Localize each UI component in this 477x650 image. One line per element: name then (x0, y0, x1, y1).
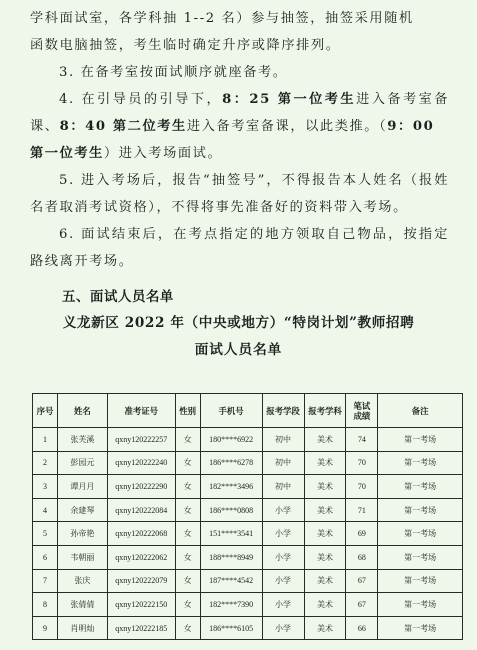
column-header: 性别 (175, 394, 200, 428)
paragraph-step-5: 5. 进入考场后，报告“抽签号”，不得报告本人姓名（报姓名者取消考试资格），不得将事先准备好的资料带入考场。 (30, 173, 449, 215)
table-cell: 187****4542 (200, 569, 262, 593)
table-cell: 孙帝艳 (57, 522, 107, 546)
table-cell: 小学 (262, 569, 304, 593)
table-cell: qxny120222084 (107, 498, 175, 522)
table-cell: 女 (175, 522, 200, 546)
table-cell: 女 (175, 569, 200, 593)
table-cell: 9 (33, 616, 58, 640)
table-cell: 女 (175, 545, 200, 569)
table-row (33, 569, 463, 593)
column-header: 准考证号 (107, 394, 175, 428)
step4-mid-2: 进入备考室备课，以此类推。（ (186, 119, 388, 134)
table-cell: qxny120222240 (107, 451, 175, 475)
table-cell: 美术 (304, 522, 346, 546)
table-cell: 第一考场 (378, 545, 463, 569)
table-cell: 张庆 (57, 569, 107, 593)
step4-bold-4: 第一位考生 (30, 146, 104, 161)
table-cell: 7 (33, 569, 58, 593)
table-cell: 66 (346, 616, 378, 640)
table-cell: 186****0808 (200, 498, 262, 522)
table-cell: 小学 (262, 593, 304, 617)
step4-prefix: 4. 在引导员的引导下， (59, 92, 223, 107)
table-row (33, 451, 463, 475)
table-cell: 韦朝丽 (57, 545, 107, 569)
table-cell: 70 (346, 475, 378, 499)
table-cell: 6 (33, 545, 58, 569)
paragraph-step-3: 3. 在备考室按面试顺序就座备考。 (59, 65, 288, 80)
table-cell: 186****6105 (200, 616, 262, 640)
table-cell: 张芙溪 (57, 428, 107, 452)
table-cell: qxny120222185 (107, 616, 175, 640)
table-row (33, 616, 463, 640)
step4-bold-2: 8：40 第二位考生 (59, 119, 187, 134)
table-cell: qxny120222290 (107, 475, 175, 499)
table-cell: 初中 (262, 475, 304, 499)
table-cell: 女 (175, 616, 200, 640)
table-cell: 第一考场 (378, 451, 463, 475)
table-row (33, 545, 463, 569)
section-heading: 五、面试人员名单 (62, 290, 174, 305)
column-header: 报考学科 (304, 394, 346, 428)
table-cell: 68 (346, 545, 378, 569)
table-cell: 女 (175, 475, 200, 499)
table-cell: qxny120222150 (107, 593, 175, 617)
table-cell: 初中 (262, 428, 304, 452)
document-title-line-2: 面试人员名单 (194, 342, 283, 358)
table-cell: 女 (175, 428, 200, 452)
step4-mid-1: 进入备考室备课、 (30, 92, 449, 134)
table-cell: 4 (33, 498, 58, 522)
table-cell: qxny120222062 (107, 545, 175, 569)
table-cell: 5 (33, 522, 58, 546)
table-row (33, 475, 463, 499)
table-cell: 小学 (262, 616, 304, 640)
paragraph-line: 学科面试室，各学科抽 1--2 名）参与抽签，抽签采用随机 (30, 11, 414, 26)
table-cell: 小学 (262, 545, 304, 569)
table-row (33, 593, 463, 617)
table-cell: 第一考场 (378, 616, 463, 640)
table-cell: 2 (33, 451, 58, 475)
table-cell: 第一考场 (378, 522, 463, 546)
column-header: 序号 (33, 394, 58, 428)
table-cell: 美术 (304, 616, 346, 640)
table-cell: 美术 (304, 498, 346, 522)
document-title-line-1: 义龙新区 2022 年（中央或地方）“特岗计划”教师招聘 (62, 315, 415, 331)
table-cell: 女 (175, 498, 200, 522)
table-cell: 70 (346, 451, 378, 475)
table-cell: 美术 (304, 475, 346, 499)
table-cell: 余建琴 (57, 498, 107, 522)
table-cell: 186****6278 (200, 451, 262, 475)
table-cell: 182****7390 (200, 593, 262, 617)
table-cell: 美术 (304, 545, 346, 569)
paragraph-line: 函数电脑抽签，考生临时确定升序或降序排列。 (30, 38, 341, 53)
table-cell: 肖明灿 (57, 616, 107, 640)
table-cell: 第一考场 (378, 428, 463, 452)
table-cell: 1 (33, 428, 58, 452)
paragraph-step-4 (0, 86, 477, 167)
column-header: 备注 (378, 394, 463, 428)
column-header: 手机号 (200, 394, 262, 428)
table-cell: 小学 (262, 498, 304, 522)
paragraph-step-6: 6. 面试结束后，在考点指定的地方领取自己物品，按指定路线离开考场。 (30, 227, 449, 269)
table-cell: 74 (346, 428, 378, 452)
table-cell: 第一考场 (378, 593, 463, 617)
table-cell: 71 (346, 498, 378, 522)
table-cell: 女 (175, 593, 200, 617)
table-cell: 188****8949 (200, 545, 262, 569)
table-row (33, 522, 463, 546)
table-cell: 美术 (304, 451, 346, 475)
table-cell: qxny120222257 (107, 428, 175, 452)
table-cell: 151****3541 (200, 522, 262, 546)
table-cell: 美术 (304, 593, 346, 617)
table-cell: 彭园元 (57, 451, 107, 475)
table-cell: 67 (346, 569, 378, 593)
table-cell: 182****3496 (200, 475, 262, 499)
table-cell: 67 (346, 593, 378, 617)
step4-bold-3: 9：00 (387, 119, 435, 134)
table-cell: qxny120222079 (107, 569, 175, 593)
step4-suffix: ）进入考场面试。 (103, 146, 223, 161)
table-cell: qxny120222068 (107, 522, 175, 546)
paragraph-draw-lots (0, 0, 477, 59)
table-cell: 第一考场 (378, 569, 463, 593)
table-row (33, 428, 463, 452)
column-header: 姓名 (57, 394, 107, 428)
table-cell: 第一考场 (378, 498, 463, 522)
step4-bold-1: 8：25 第一位考生 (222, 92, 357, 107)
table-cell: 第一考场 (378, 475, 463, 499)
table-row (33, 498, 463, 522)
table-cell: 美术 (304, 428, 346, 452)
table-cell: 女 (175, 451, 200, 475)
table-cell: 69 (346, 522, 378, 546)
table-cell: 8 (33, 593, 58, 617)
table-header-row (33, 394, 463, 428)
table-cell: 小学 (262, 522, 304, 546)
table-cell: 张倩倩 (57, 593, 107, 617)
column-header: 报考学段 (262, 394, 304, 428)
table-cell: 180****6922 (200, 428, 262, 452)
column-header: 笔试 成绩 (346, 394, 378, 428)
table-cell: 谭月月 (57, 475, 107, 499)
table-cell: 初中 (262, 451, 304, 475)
table-cell: 美术 (304, 569, 346, 593)
candidates-table (32, 393, 463, 640)
table-cell: 3 (33, 475, 58, 499)
